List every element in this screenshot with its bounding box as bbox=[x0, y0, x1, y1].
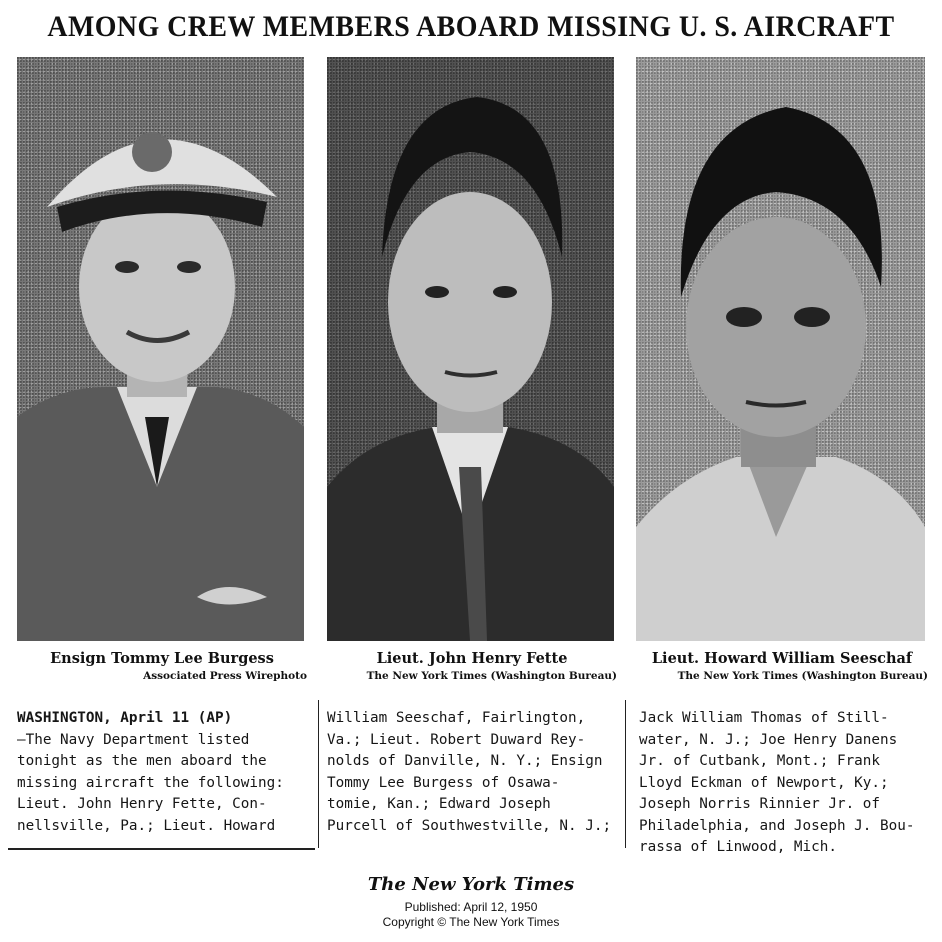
article-line: Va.; Lieut. Robert Duward Rey- bbox=[327, 731, 586, 748]
article-line: Lloyd Eckman of Newport, Ky.; bbox=[639, 774, 889, 791]
article-line: Joseph Norris Rinnier Jr. of bbox=[639, 796, 881, 812]
caption-name: Lieut. Howard William Seeschaf bbox=[651, 650, 913, 667]
portrait-photo-burgess bbox=[17, 57, 304, 641]
photo-caption-1 bbox=[17, 650, 307, 682]
article-line: William Seeschaf, Fairlington, bbox=[327, 710, 586, 726]
portrait-photo-seeschaf bbox=[636, 57, 925, 641]
article-line: nellsville, Pa.; Lieut. Howard bbox=[17, 817, 276, 834]
caption-credit: The New York Times (Washington Bureau) bbox=[677, 670, 928, 682]
caption-name: Ensign Tommy Lee Burgess bbox=[50, 650, 274, 667]
caption-name: Lieut. John Henry Fette bbox=[376, 650, 568, 667]
headline: AMONG CREW MEMBERS ABOARD MISSING U. S. AIRCRAFT bbox=[47, 10, 895, 43]
article-line: water, N. J.; Joe Henry Danens bbox=[639, 731, 898, 748]
column-divider bbox=[625, 700, 626, 848]
caption-credit: The New York Times (Washington Bureau) bbox=[366, 670, 617, 682]
article-line: Purcell of Southwestville, N. J.; bbox=[327, 817, 612, 834]
article-column-3 bbox=[639, 708, 929, 859]
article-line: Philadelphia, and Joseph J. Bou- bbox=[639, 817, 915, 834]
column-divider bbox=[318, 700, 319, 848]
article-line: —The Navy Department listed bbox=[17, 731, 250, 748]
portrait-photo-fette bbox=[327, 57, 614, 641]
column-end-rule bbox=[8, 848, 315, 850]
copyright-notice: Copyright © The New York Times bbox=[382, 915, 560, 929]
article-line: Tommy Lee Burgess of Osawa- bbox=[327, 774, 560, 791]
article-line: tonight as the men aboard the bbox=[17, 753, 267, 769]
article-line: tomie, Kan.; Edward Joseph bbox=[327, 796, 551, 812]
article-line: rassa of Linwood, Mich. bbox=[639, 839, 837, 855]
article-line: WASHINGTON, April 11 (AP) bbox=[17, 710, 233, 726]
article-column-1 bbox=[17, 708, 307, 837]
article-column-2 bbox=[327, 708, 617, 837]
photo-caption-3 bbox=[636, 650, 928, 682]
article-line: missing aircraft the following: bbox=[17, 774, 284, 791]
article-line: nolds of Danville, N. Y.; Ensign bbox=[327, 753, 603, 769]
published-date: Published: April 12, 1950 bbox=[404, 900, 538, 914]
caption-credit: Associated Press Wirephoto bbox=[143, 670, 307, 682]
nyt-logo: The New York Times bbox=[367, 874, 575, 895]
photo-caption-2 bbox=[327, 650, 617, 682]
article-line: Jr. of Cutbank, Mont.; Frank bbox=[639, 753, 881, 769]
article-line: Lieut. John Henry Fette, Con- bbox=[17, 796, 267, 812]
article-line: Jack William Thomas of Still- bbox=[639, 710, 889, 726]
